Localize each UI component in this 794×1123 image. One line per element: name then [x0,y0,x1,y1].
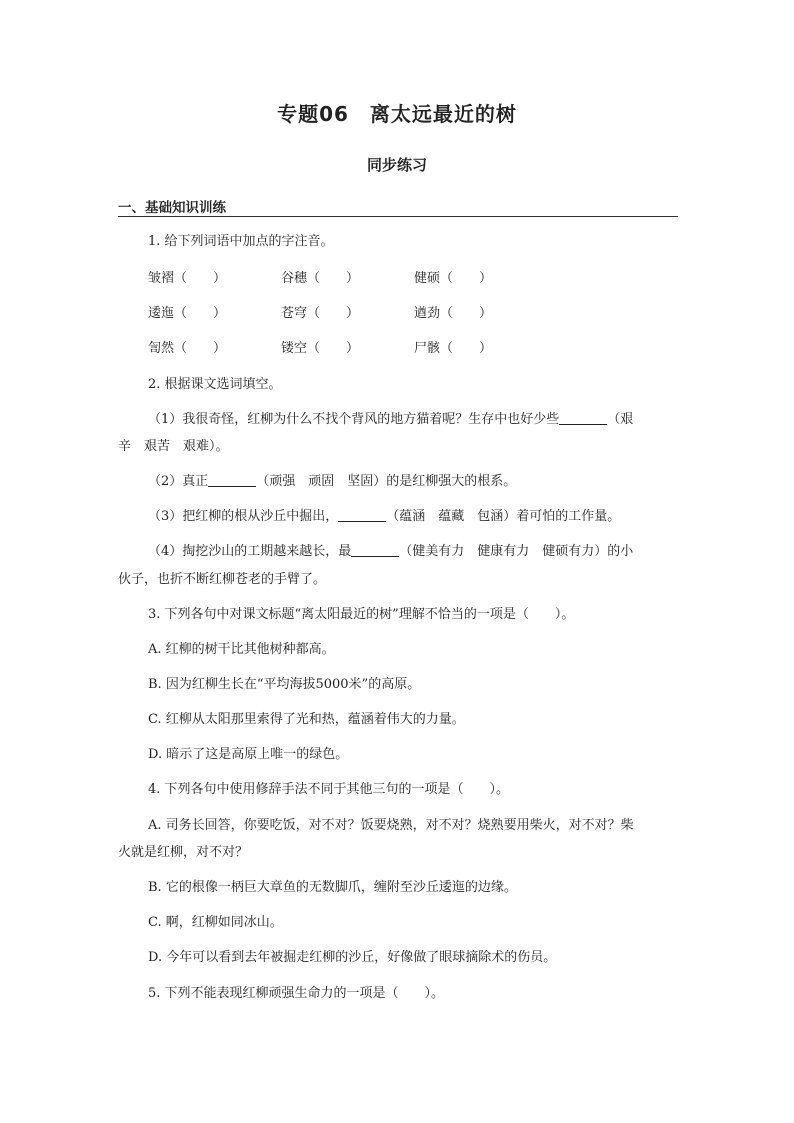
question-1-stem: 1. 给下列词语中加点的字注音。 [148,234,334,249]
sentence-text: （2）真正 [148,474,209,489]
question-2-sentence-1 [148,411,633,429]
sentence-text: （健美有力 健康有力 健硕有力）的小 [399,544,634,559]
pinyin-item: 健硕（ ） [414,271,493,286]
fill-blank[interactable] [208,473,256,487]
fill-blank[interactable] [351,543,399,557]
option-a[interactable]: A. 司务长回答，你要吃饭，对不对？饭要烧熟，对不对？烧熟要用柴火，对不对？柴 [148,818,634,833]
section-divider [118,216,678,217]
section-heading: 一、基础知识训练 [118,200,226,216]
option-c[interactable]: C. 啊，红柳如同冰山。 [148,915,283,930]
question-4-stem: 4. 下列各句中使用修辞手法不同于其他三句的一项是（ ）。 [148,782,510,797]
question-2-sentence-3 [148,508,620,526]
sentence-text: （4）掏挖沙山的工期越来越长，最 [148,544,352,559]
option-d[interactable]: D. 暗示了这是高原上唯一的绿色。 [148,747,349,762]
option-b[interactable]: B. 因为红柳生长在“平均海拔5000米”的高原。 [148,677,421,692]
option-a[interactable]: A. 红柳的树干比其他树种都高。 [148,642,335,657]
pinyin-item: 镂空（ ） [281,341,360,356]
fill-blank[interactable] [559,411,607,425]
pinyin-item: 尸骸（ ） [414,341,493,356]
pinyin-item: 苍穹（ ） [281,306,360,321]
pinyin-item: 谷穗（ ） [281,271,360,286]
question-2-stem: 2. 根据课文选词填空。 [148,377,282,392]
pinyin-item: 皱褶（ ） [148,271,227,286]
pinyin-item: 逶迤（ ） [148,306,227,321]
sentence-text: （1）我很奇怪，红柳为什么不找个背风的地方猫着呢？生存中也好少些 [148,412,560,427]
option-c[interactable]: C. 红柳从太阳那里索得了光和热，蕴涵着伟大的力量。 [148,712,465,727]
option-a-continued: 火就是红柳，对不对？ [118,845,249,860]
question-2-sentence-4 [148,543,633,561]
sentence-text: （3）把红柳的根从沙丘中掘出， [148,509,339,524]
question-3-stem: 3. 下列各句中对课文标题“离太阳最近的树”理解不恰当的一项是（ ）。 [148,607,575,622]
question-5-stem: 5. 下列不能表现红柳顽强生命力的一项是（ ）。 [148,986,445,1001]
sentence-text: 辛 艰苦 艰难）。 [118,439,229,454]
sentence-text: 伙子，也折不断红柳苍老的手臂了。 [118,572,327,587]
sentence-text: （艰 [607,412,634,427]
option-b[interactable]: B. 它的根像一柄巨大章鱼的无数脚爪，缠附至沙丘逶迤的边缘。 [148,880,517,895]
sentence-text: （蕴涵 蕴藏 包涵）着可怕的工作量。 [386,509,621,524]
fill-blank[interactable] [338,508,386,522]
pinyin-item: 訇然（ ） [148,341,227,356]
page-subtitle: 同步练习 [366,156,427,174]
sentence-text: （顽强 顽固 坚固）的是红柳强大的根系。 [256,474,517,489]
question-2-sentence-2 [148,473,516,491]
option-d[interactable]: D. 今年可以看到去年被掘走红柳的沙丘，好像做了眼球摘除术的伤员。 [148,950,557,965]
page-title: 专题06 离太远最近的树 [277,102,517,126]
pinyin-item: 遒劲（ ） [414,306,493,321]
